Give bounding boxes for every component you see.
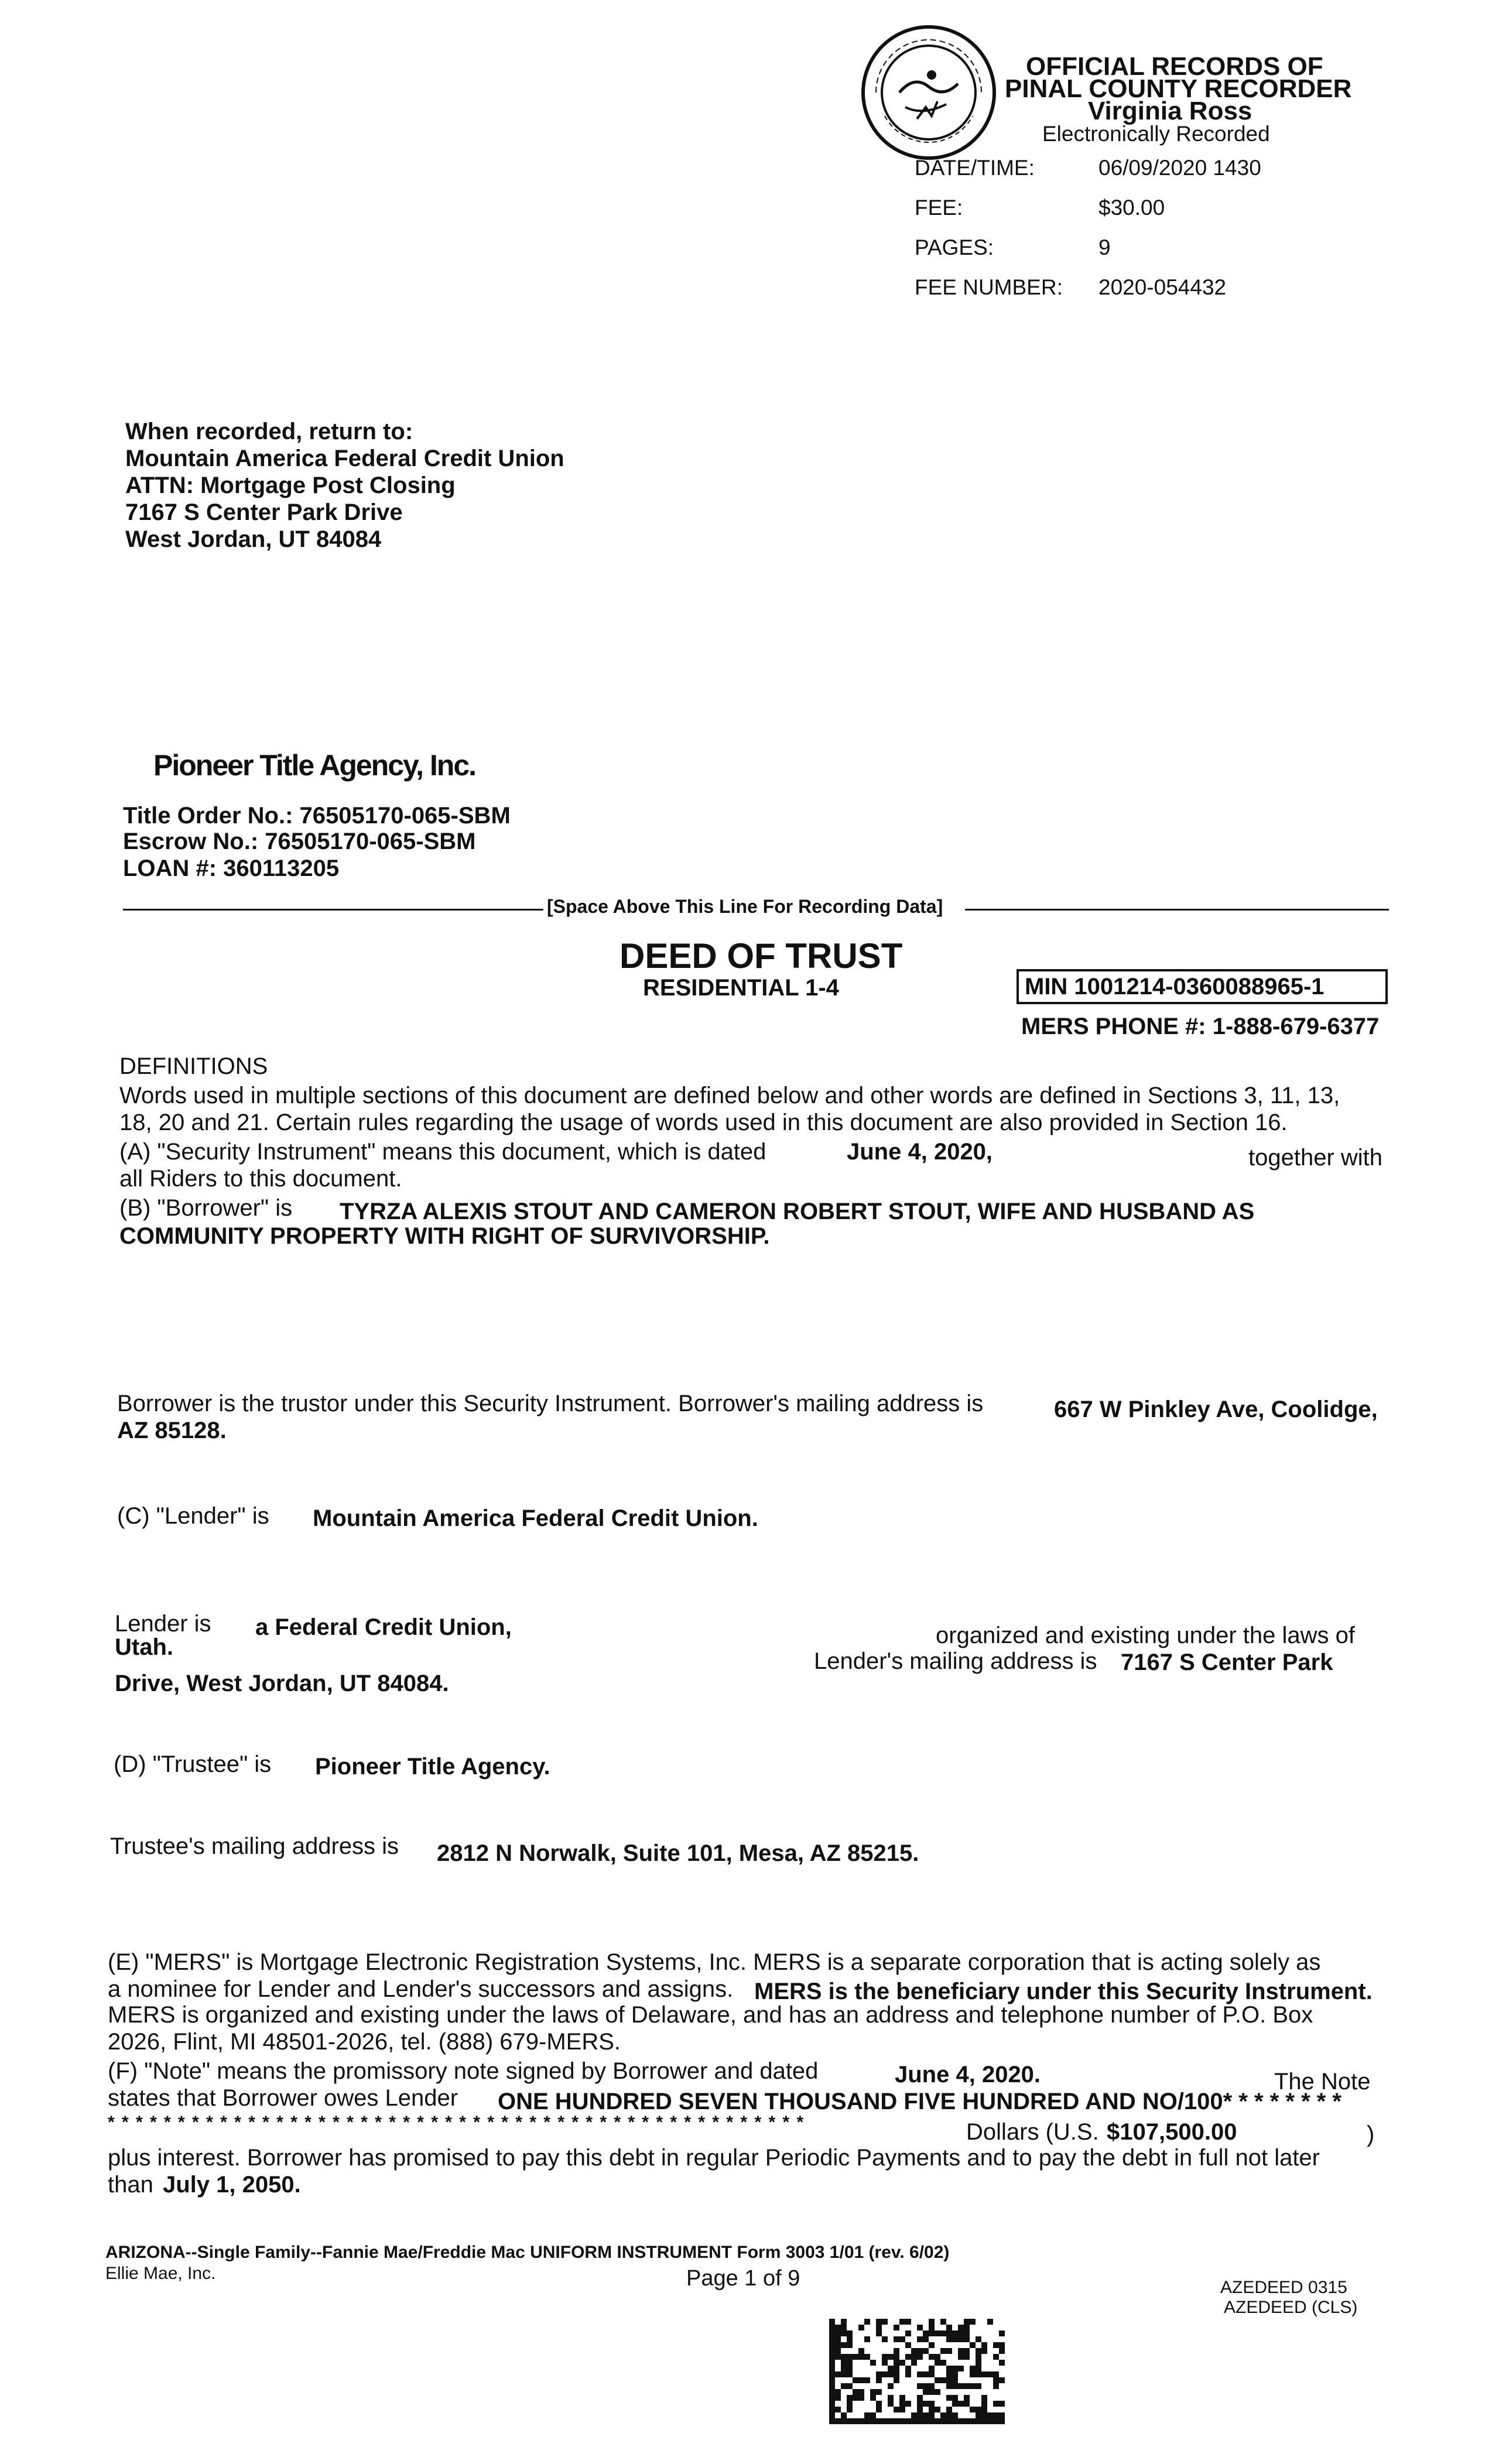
def-c-label: (C) "Lender" is bbox=[117, 1503, 269, 1529]
def-e-line-2b: MERS is the beneficiary under this Security Instrument. bbox=[754, 1979, 1373, 2004]
barcode-icon bbox=[829, 2319, 1005, 2424]
def-f-line-2a: states that Borrower owes Lender bbox=[108, 2085, 458, 2111]
footer-code-1: AZEDEED 0315 bbox=[1220, 2278, 1347, 2297]
title-order-number: Title Order No.: 76505170-065-SBM bbox=[123, 803, 511, 829]
min-number-box: MIN 1001214-0360088965-1 bbox=[1017, 969, 1388, 1004]
document-subtitle: RESIDENTIAL 1-4 bbox=[643, 975, 839, 1001]
def-f-date: June 4, 2020. bbox=[895, 2062, 1041, 2087]
recording-rule-left bbox=[123, 909, 543, 911]
lender-state: Utah. bbox=[115, 1634, 173, 1660]
def-f-asterisks: * * * * * * * * * * * * * * * * * * * * * * * * * * * * * * * * * * * * * * * * * * * * * * * * * * bbox=[108, 2113, 805, 2132]
def-f-line-5a: than bbox=[108, 2172, 153, 2198]
def-f-the-note: The Note bbox=[1274, 2069, 1371, 2095]
lender-is-label: Lender is bbox=[115, 1611, 211, 1637]
trustor-address-2: AZ 85128. bbox=[117, 1418, 227, 1443]
recording-method: Electronically Recorded bbox=[1042, 122, 1270, 146]
fee-number-label: FEE NUMBER: bbox=[915, 275, 1063, 299]
pages-label: PAGES: bbox=[915, 235, 994, 259]
def-a-text: (A) "Security Instrument" means this document, which is dated bbox=[119, 1139, 766, 1165]
def-f-dollars-label: Dollars (U.S. bbox=[966, 2119, 1099, 2145]
def-e-line-4: 2026, Flint, MI 48501-2026, tel. (888) 679-MERS. bbox=[108, 2029, 621, 2055]
def-e-line-1: (E) "MERS" is Mortgage Electronic Registration Systems, Inc. MERS is a separate corporation that is acting solely as bbox=[108, 1949, 1321, 1975]
date-time-label: DATE/TIME: bbox=[915, 156, 1035, 180]
trustor-address-1: 667 W Pinkley Ave, Coolidge, bbox=[1054, 1397, 1378, 1422]
lender-organized: organized and existing under the laws of bbox=[936, 1623, 1356, 1648]
def-d-label: (D) "Trustee" is bbox=[114, 1751, 272, 1777]
definitions-intro-1: Words used in multiple sections of this document are defined below and other words are defined in Sections 3, 11, 13, bbox=[119, 1083, 1340, 1108]
lender-type: a Federal Credit Union, bbox=[255, 1614, 512, 1640]
return-to-name: Mountain America Federal Credit Union bbox=[125, 446, 564, 471]
recorder-title-line1: OFFICIAL RECORDS OF bbox=[1026, 52, 1323, 81]
definitions-intro-2: 18, 20 and 21. Certain rules regarding the usage of words used in this document are also provided in Section 16. bbox=[119, 1110, 1288, 1135]
fee-label: FEE: bbox=[915, 196, 963, 220]
def-f-amount-words: ONE HUNDRED SEVEN THOUSAND FIVE HUNDRED AND NO/100* * * * * * * * bbox=[498, 2089, 1341, 2114]
footer-vendor: Ellie Mae, Inc. bbox=[105, 2264, 216, 2283]
def-a-riders: all Riders to this document. bbox=[119, 1166, 402, 1192]
return-to-heading: When recorded, return to: bbox=[125, 419, 413, 444]
fee-value: $30.00 bbox=[1098, 196, 1165, 220]
def-a-together: together with bbox=[1248, 1145, 1383, 1171]
title-company-logo: Pioneer Title Agency, Inc. bbox=[153, 749, 476, 782]
def-e-line-2a: a nominee for Lender and Lender's successors and assigns. bbox=[108, 1976, 734, 2002]
fee-number-value: 2020-054432 bbox=[1098, 275, 1227, 299]
escrow-number: Escrow No.: 76505170-065-SBM bbox=[123, 829, 476, 854]
def-b-label: (B) "Borrower" is bbox=[119, 1195, 293, 1221]
return-to-city: West Jordan, UT 84084 bbox=[125, 526, 382, 552]
return-to-attn: ATTN: Mortgage Post Closing bbox=[125, 473, 456, 498]
def-a-date: June 4, 2020, bbox=[847, 1139, 993, 1165]
def-e-line-3: MERS is organized and existing under the laws of Delaware, and has an address and telephone number of P.O. Box bbox=[108, 2002, 1313, 2028]
document-title: DEED OF TRUST bbox=[620, 936, 903, 976]
def-b-borrower-2: COMMUNITY PROPERTY WITH RIGHT OF SURVIVORSHIP. bbox=[119, 1223, 770, 1249]
return-to-street: 7167 S Center Park Drive bbox=[125, 499, 403, 525]
space-above-label: [Space Above This Line For Recording Data] bbox=[547, 896, 943, 917]
recording-rule-right bbox=[965, 909, 1389, 911]
lender-address-2: Drive, West Jordan, UT 84084. bbox=[115, 1671, 449, 1696]
trustor-text: Borrower is the trustor under this Security Instrument. Borrower's mailing address is bbox=[117, 1391, 984, 1416]
recorder-name: Virginia Ross bbox=[1088, 97, 1252, 125]
lender-address-1: 7167 S Center Park bbox=[1121, 1649, 1333, 1675]
def-c-lender: Mountain America Federal Credit Union. bbox=[313, 1505, 758, 1531]
loan-number: LOAN #: 360113205 bbox=[123, 855, 340, 881]
def-f-amount: $107,500.00 bbox=[1107, 2119, 1237, 2145]
lender-mailing-label: Lender's mailing address is bbox=[814, 1648, 1097, 1674]
county-seal-icon bbox=[858, 22, 999, 163]
trustee-mailing-label: Trustee's mailing address is bbox=[110, 1833, 399, 1859]
recorder-title-line2: PINAL COUNTY RECORDER bbox=[1005, 74, 1352, 103]
footer-page-number: Page 1 of 9 bbox=[686, 2266, 800, 2291]
def-f-line-4: plus interest. Borrower has promised to pay this debt in regular Periodic Payments and to pay the debt in full not later bbox=[108, 2145, 1320, 2171]
def-f-close-paren: ) bbox=[1367, 2121, 1375, 2147]
definitions-heading: DEFINITIONS bbox=[119, 1053, 268, 1079]
mers-phone: MERS PHONE #: 1-888-679-6377 bbox=[1021, 1014, 1380, 1039]
footer-code-2: AZEDEED (CLS) bbox=[1224, 2298, 1358, 2317]
pages-value: 9 bbox=[1098, 235, 1111, 259]
trustee-address: 2812 N Norwalk, Suite 101, Mesa, AZ 85215. bbox=[437, 1840, 919, 1866]
date-time-value: 06/09/2020 1430 bbox=[1098, 156, 1261, 180]
def-f-line-1: (F) "Note" means the promissory note signed by Borrower and dated bbox=[108, 2058, 819, 2084]
footer-form-line: ARIZONA--Single Family--Fannie Mae/Freddie Mac UNIFORM INSTRUMENT Form 3003 1/01 (rev. 6/02) bbox=[105, 2243, 950, 2262]
def-f-maturity-date: July 1, 2050. bbox=[163, 2172, 301, 2198]
def-b-borrower-1: TYRZA ALEXIS STOUT AND CAMERON ROBERT STOUT, WIFE AND HUSBAND AS bbox=[340, 1199, 1255, 1224]
def-d-trustee: Pioneer Title Agency. bbox=[315, 1754, 550, 1779]
